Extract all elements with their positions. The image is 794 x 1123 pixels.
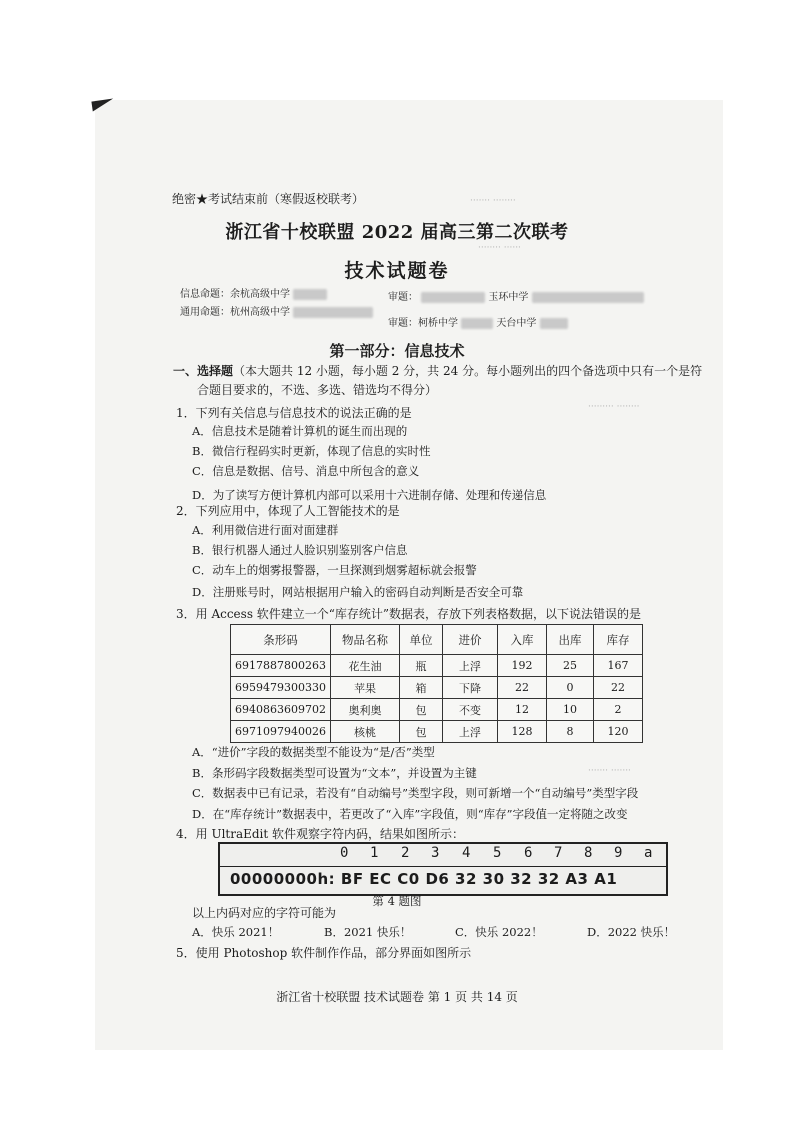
q4-option-d: D．2022 快乐！ <box>587 925 676 939</box>
main-title: 浙江省十校联盟 2022 届高三第二次联考 <box>225 222 569 243</box>
section-heading: 一、选择题（本大题共 12 小题，每小题 2 分，共 24 分。每小题列出的四个备选项中只有一个是符 合题目要求的，不选、多选、错选均不得分） <box>173 364 703 397</box>
hex-col-label: 0 <box>340 845 349 861</box>
q4-option-c: C．快乐 2022！ <box>455 925 543 939</box>
hex-divider <box>220 866 666 867</box>
hex-data-row: 00000000h: BF EC C0 D6 32 30 32 32 A3 A1 <box>230 870 618 888</box>
q4-option-a: A．快乐 2021！ <box>192 925 280 939</box>
q3-option-a: A．“进价”字段的数据类型不能设为“是/否”类型 <box>192 745 435 759</box>
bleed-through: ········· ········ <box>588 402 640 412</box>
hex-col-label: a <box>644 845 653 861</box>
table-header: 进价 <box>442 625 497 655</box>
hex-col-label: 5 <box>493 845 502 861</box>
redacted-name <box>532 292 644 303</box>
table-row: 6971097940026 核桃 包 上浮 128 8 120 <box>231 721 643 743</box>
table-header-row <box>231 625 643 655</box>
q2-option-a: A．利用微信进行面对面建群 <box>192 523 339 537</box>
secret-note: 绝密★考试结束前（寒假返校联考） <box>172 192 365 206</box>
question-4-stem: 4．用 UltraEdit 软件观察字符内码，结果如图所示： <box>176 827 465 841</box>
table-row: 6959479300330 苹果 箱 下降 22 0 22 <box>231 677 643 699</box>
question-5-stem: 5．使用 Photoshop 软件制作作品，部分界面如图所示 <box>176 946 472 960</box>
question-3-stem: 3．用 Access 软件建立一个“库存统计”数据表，存放下列表格数据，以下说法错误的是 <box>176 607 642 621</box>
table-header: 条形码 <box>231 625 331 655</box>
stock-table <box>230 624 643 743</box>
ultraedit-hex-view <box>218 842 668 896</box>
redacted-name <box>421 292 485 303</box>
question-1-stem: 1．下列有关信息与信息技术的说法正确的是 <box>176 406 412 420</box>
bleed-through: ······· ········ <box>470 196 516 206</box>
q2-option-c: C．动车上的烟雾报警器，一旦探测到烟雾超标就会报警 <box>192 563 477 577</box>
part-title: 第一部分：信息技术 <box>329 342 465 360</box>
hex-col-label: 1 <box>370 845 379 861</box>
table-header: 单位 <box>399 625 442 655</box>
table-header: 入库 <box>497 625 546 655</box>
redacted-name <box>293 307 373 318</box>
table-header: 库存 <box>593 625 642 655</box>
hex-col-label: 4 <box>462 845 471 861</box>
q2-option-b: B．银行机器人通过人脸识别鉴别客户信息 <box>192 543 408 557</box>
q4-question: 以上内码对应的字符可能为 <box>192 906 337 920</box>
tech-line: 通用命题：杭州高级中学 <box>180 303 373 318</box>
q1-option-d: D．为了读写方便计算机内部可以采用十六进制存储、处理和传递信息 <box>192 488 547 502</box>
bleed-through: ········ ······ <box>478 243 521 253</box>
redacted-name <box>461 318 493 329</box>
redacted-name <box>293 289 327 300</box>
hex-col-label: 6 <box>524 845 533 861</box>
q1-option-a: A．信息技术是随着计算机的诞生而出现的 <box>192 424 408 438</box>
redacted-name <box>540 318 568 329</box>
q3-option-b: B．条形码字段数据类型可设置为“文本”，并设置为主键 <box>192 766 477 780</box>
hex-col-label: 7 <box>554 845 563 861</box>
tech-review: 审题：柯桥中学 天台中学 <box>388 314 568 329</box>
page-footer: 浙江省十校联盟 技术试题卷 第 1 页 共 14 页 <box>276 990 518 1004</box>
q1-option-b: B．微信行程码实时更新，体现了信息的实时性 <box>192 444 431 458</box>
table-row: 6940863609702 奥利奥 包 不变 12 10 2 <box>231 699 643 721</box>
bleed-through: ······· ······· <box>588 766 631 776</box>
q1-option-c: C．信息是数据、信号、消息中所包含的意义 <box>192 464 420 478</box>
setter-review: 审题： 玉环中学 <box>388 288 644 303</box>
hex-col-label: 3 <box>431 845 440 861</box>
q2-option-d: D．注册账号时，网站根据用户输入的密码自动判断是否安全可靠 <box>192 585 524 599</box>
hex-col-label: 2 <box>401 845 410 861</box>
q3-option-c: C．数据表中已有记录，若没有“自动编号”类型字段，则可新增一个“自动编号”类型字段 <box>192 786 639 800</box>
q4-option-b: B．2021 快乐！ <box>324 925 412 939</box>
q3-option-d: D．在“库存统计”数据表中，若更改了“入库”字段值，则“库存”字段值一定将随之改变 <box>192 807 628 821</box>
table-header: 出库 <box>546 625 593 655</box>
table-header: 物品名称 <box>330 625 399 655</box>
figure-4-caption: 第 4 题图 <box>372 894 422 908</box>
table-row: 6917887800263 花生油 瓶 上浮 192 25 167 <box>231 655 643 677</box>
hex-col-label: 9 <box>614 845 623 861</box>
sub-title: 技术试题卷 <box>344 260 450 282</box>
setter-line: 信息命题：余杭高级中学 <box>180 285 327 300</box>
question-2-stem: 2．下列应用中，体现了人工智能技术的是 <box>176 504 400 518</box>
hex-col-label: 8 <box>584 845 593 861</box>
